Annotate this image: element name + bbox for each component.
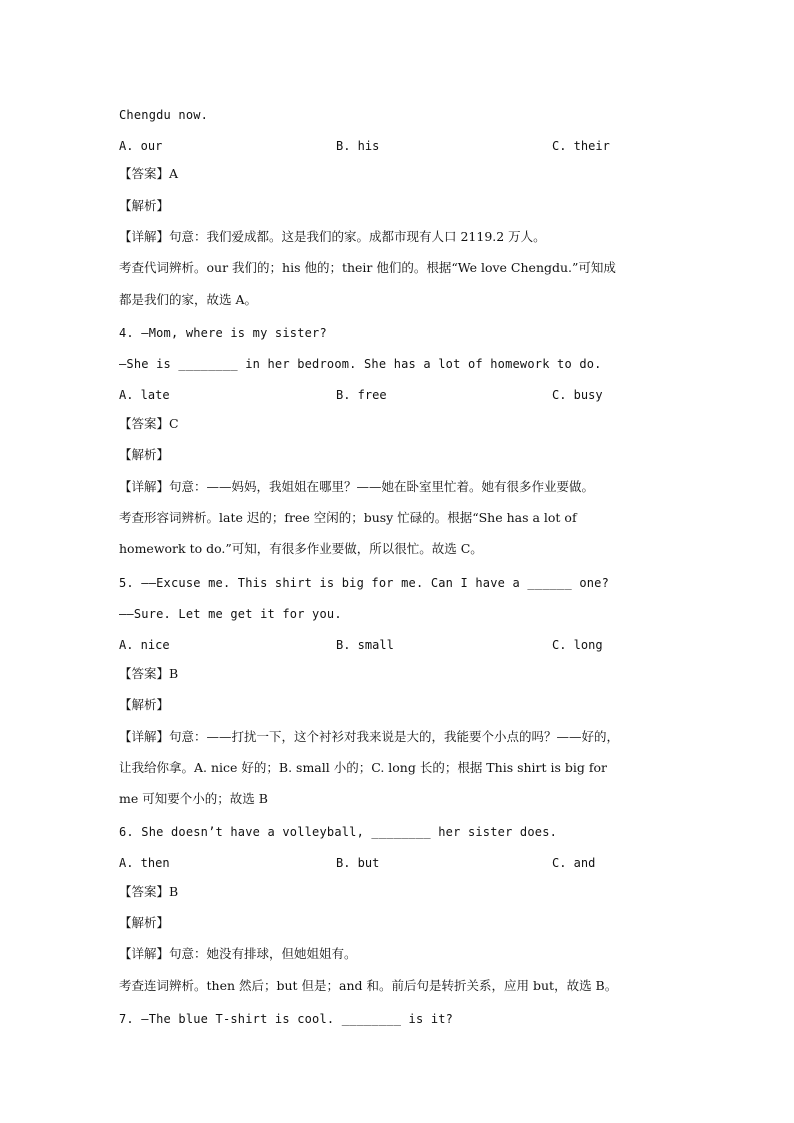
q6-option-a: A. then — [119, 856, 170, 870]
q4-option-a: A. late — [119, 388, 170, 402]
q5-option-a: A. nice — [119, 638, 170, 652]
q3-option-b: B. his — [336, 139, 380, 153]
q6-answer: 【答案】B — [119, 884, 179, 899]
q4-explanation-line-2: homework to do.”可知，有很多作业要做，所以很忙。故选 C。 — [119, 541, 483, 556]
q3-option-c: C. their — [552, 139, 610, 153]
q3-analysis-label: 【解析】 — [119, 198, 170, 213]
q5-answer: 【答案】B — [119, 666, 179, 681]
q6-stem-line-1: 6. She doesn’t have a volleyball, ________ her sister does. — [119, 825, 558, 839]
q7-stem-line-1: 7. —The blue T-shirt is cool. ________ is it? — [119, 1012, 454, 1026]
q3-detail: 【详解】句意：我们爱成都。这是我们的家。成都市现有人口 2119.2 万人。 — [119, 229, 546, 244]
q3-explanation-line-2: 都是我们的家，故选 A。 — [119, 292, 258, 307]
q5-stem-line-1: 5. ——Excuse me. This shirt is big for me. Can I have a ______ one? — [119, 576, 610, 590]
q5-option-b: B. small — [336, 638, 394, 652]
q4-explanation-line-1: 考查形容词辨析。late 迟的；free 空闲的；busy 忙碌的。根据“She has a lot of — [119, 510, 577, 525]
q6-option-b: B. but — [336, 856, 380, 870]
q3-option-a: A. our — [119, 139, 163, 153]
q4-option-b: B. free — [336, 388, 387, 402]
q6-option-c: C. and — [552, 856, 596, 870]
q5-option-c: C. long — [552, 638, 603, 652]
q4-option-c: C. busy — [552, 388, 603, 402]
q5-explanation-line-1: 让我给你拿。A. nice 好的；B. small 小的；C. long 长的；根据 This shirt is big for — [119, 760, 608, 775]
q4-stem-line-2: —She is ________ in her bedroom. She has a lot of homework to do. — [119, 357, 602, 371]
q6-explanation-line-1: 考查连词辨析。then 然后；but 但是；and 和。前后句是转折关系，应用 but，故选 B。 — [119, 978, 618, 993]
q3-stem-tail: Chengdu now. — [119, 108, 209, 122]
q3-explanation-line-1: 考查代词辨析。our 我们的；his 他的；their 他们的。根据“We love Chengdu.”可知成 — [119, 260, 616, 275]
q5-stem-line-2: ——Sure. Let me get it for you. — [119, 607, 342, 621]
q4-answer: 【答案】C — [119, 416, 179, 431]
q5-analysis-label: 【解析】 — [119, 697, 170, 712]
q4-stem-line-1: 4. —Mom, where is my sister? — [119, 326, 327, 340]
q3-answer: 【答案】A — [119, 166, 179, 181]
q4-analysis-label: 【解析】 — [119, 447, 170, 462]
q5-detail: 【详解】句意：——打扰一下，这个衬衫对我来说是大的，我能要个小点的吗？——好的， — [119, 729, 620, 744]
q4-detail: 【详解】句意：——妈妈，我姐姐在哪里？——她在卧室里忙着。她有很多作业要做。 — [119, 479, 595, 494]
q5-explanation-line-2: me 可知要个小的；故选 B — [119, 791, 268, 806]
q6-detail: 【详解】句意：她没有排球，但她姐姐有。 — [119, 946, 357, 961]
q6-analysis-label: 【解析】 — [119, 915, 170, 930]
